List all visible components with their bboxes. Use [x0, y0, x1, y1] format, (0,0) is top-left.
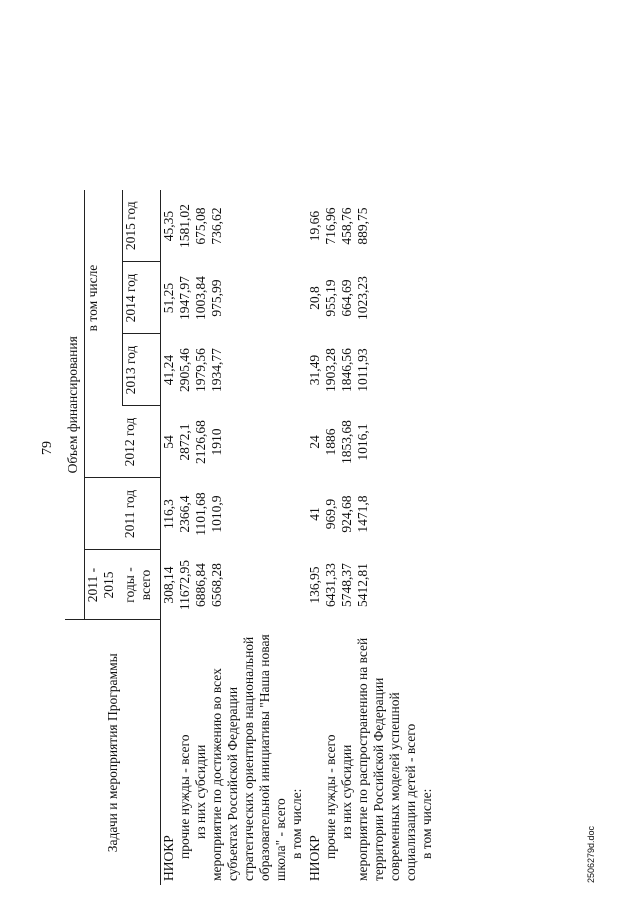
cell-2015: 45,35 — [161, 210, 176, 242]
header-row-1 — [65, 190, 84, 885]
cell-2012: 2126,68 — [193, 420, 208, 464]
cell-2012: 1853,68 — [339, 420, 354, 464]
cell-2014: 51,25 — [161, 282, 176, 314]
cell-2013: 1934,77 — [209, 348, 224, 392]
cell-2012: 24 — [307, 435, 322, 449]
cell-2014: 975,99 — [209, 279, 224, 317]
table-row — [305, 190, 323, 885]
cell-total: 5748,37 — [339, 563, 354, 607]
cell-2012: 54 — [161, 435, 176, 449]
cell-2013: 41,24 — [161, 354, 176, 386]
cell-2015: 736,62 — [209, 207, 224, 245]
cell-2012: 2872,1 — [177, 423, 192, 461]
financing-table — [65, 190, 435, 885]
header-year-2012: 2012 год — [122, 406, 160, 478]
cell-2011: 116,3 — [161, 499, 176, 529]
cell-2011: 41 — [307, 507, 322, 521]
row-label: НИОКР — [307, 835, 322, 881]
cell-2014: 955,19 — [323, 279, 338, 317]
cell-2013: 2905,46 — [177, 348, 192, 392]
header-year-2014: 2014 год — [122, 262, 160, 334]
cell-2013: 1846,56 — [339, 348, 354, 392]
row-label: мероприятие по распространению на всей территории Российской Федерации современных моделей успешной социализации детей - всего — [355, 637, 418, 881]
cell-2015: 889,75 — [355, 207, 370, 245]
header-year-2013: 2013 год — [122, 334, 160, 406]
cell-2011: 1471,8 — [355, 495, 370, 533]
cell-total: 136,95 — [307, 566, 322, 604]
header-year-2015: 2015 год — [122, 190, 160, 262]
cell-total: 11672,95 — [177, 559, 192, 611]
cell-2015: 675,08 — [193, 207, 208, 245]
cell-2014: 20,8 — [307, 286, 322, 310]
table-row — [209, 190, 289, 885]
rotated-page — [20, 30, 620, 885]
header-total-line2: годы - всего — [122, 550, 160, 620]
cell-2014: 664,69 — [339, 279, 354, 317]
cell-2011: 924,68 — [339, 495, 354, 533]
cell-2011: 969,9 — [323, 498, 338, 530]
row-label: мероприятие по достижению во всех субъектах Российской Федерации стратегических ориентиров национальной образовательной инициативы "Наша новая школа" - всего — [209, 634, 288, 881]
cell-2013: 1903,28 — [323, 348, 338, 392]
cell-total: 5412,81 — [355, 563, 370, 607]
row-label: из них субсидии — [339, 744, 354, 839]
cell-2011: 2366,4 — [177, 495, 192, 533]
header-including: в том числе — [84, 190, 122, 406]
cell-2013: 1011,93 — [355, 348, 370, 392]
cell-2015: 716,96 — [323, 207, 338, 245]
cell-2014: 1947,97 — [177, 276, 192, 320]
cell-2012: 1886 — [323, 428, 338, 456]
table-row — [355, 190, 419, 885]
cell-total: 308,14 — [161, 566, 176, 604]
cell-2013: 1979,56 — [193, 348, 208, 392]
row-label: в том числе: — [419, 788, 434, 859]
cell-total: 6431,33 — [323, 563, 338, 607]
row-label: из них субсидии — [193, 744, 208, 839]
cell-2012: 1016,1 — [355, 423, 370, 461]
cell-2014: 1003,84 — [193, 276, 208, 320]
table-row — [339, 190, 355, 885]
row-label: НИОКР — [161, 835, 176, 881]
cell-2013: 31,49 — [307, 354, 322, 386]
table-row — [289, 190, 305, 885]
row-label: прочие нужды - всего — [177, 734, 192, 859]
cell-2015: 1581,02 — [177, 204, 192, 248]
table-row — [419, 190, 435, 885]
cell-2014: 1023,23 — [355, 276, 370, 320]
header-tasks: Задачи и мероприятия Программы — [65, 620, 161, 885]
cell-2015: 458,76 — [339, 207, 354, 245]
table-row — [177, 190, 193, 885]
cell-total: 6568,28 — [209, 563, 224, 607]
footer-doc-code: 2506279d.doc — [586, 825, 596, 883]
cell-2011: 1101,68 — [193, 492, 208, 536]
cell-2011: 1010,9 — [209, 495, 224, 533]
table-row — [161, 190, 178, 885]
header-total-line1: 2011 - 2015 — [84, 550, 122, 620]
page-number: 79 — [40, 441, 55, 455]
row-label: прочие нужды - всего — [323, 734, 338, 859]
header-financing: Объем финансирования — [65, 190, 84, 620]
table-row — [323, 190, 339, 885]
cell-2015: 19,66 — [307, 210, 322, 242]
table-row — [193, 190, 209, 885]
header-year-2011: 2011 год — [122, 478, 160, 550]
cell-2012: 1910 — [209, 428, 224, 456]
row-label: в том числе: — [289, 788, 304, 859]
cell-total: 6886,84 — [193, 563, 208, 607]
